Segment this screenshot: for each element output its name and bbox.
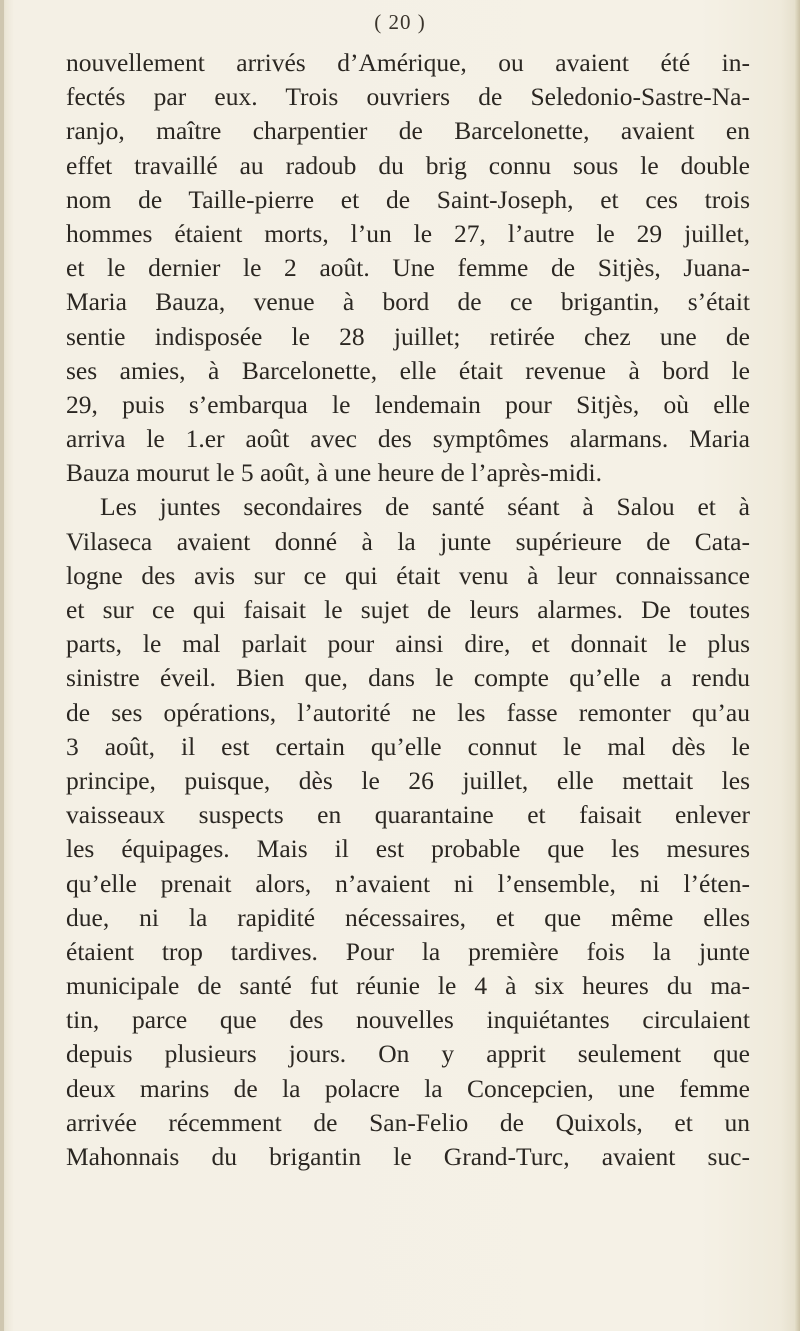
text-line: qu’elle prenait alors, n’avaient ni l’ensemble, ni l’éten- <box>66 868 750 898</box>
text-line: arriva le 1.er août avec des symptômes alarmans. Maria <box>66 424 750 454</box>
text-line: fectés par eux. Trois ouvriers de Seledonio-Sastre-Na- <box>66 82 750 112</box>
text-line: tin, parce que des nouvelles inquiétantes circulaient <box>66 1005 750 1035</box>
text-line: arrivée récemment de San-Felio de Quixols, et un <box>66 1107 750 1137</box>
text-line: sinistre éveil. Bien que, dans le compte qu’elle a rendu <box>66 663 750 693</box>
text-line: effet travaillé au radoub du brig connu sous le double <box>66 150 750 180</box>
text-line: hommes étaient morts, l’un le 27, l’autre le 29 juillet, <box>66 218 750 248</box>
text-line: Bauza mourut le 5 août, à une heure de l’après-midi. <box>66 458 603 488</box>
text-line: 29, puis s’embarqua le lendemain pour Sitjès, où elle <box>66 389 750 419</box>
text-line: depuis plusieurs jours. On y apprit seulement que <box>66 1039 750 1069</box>
text-line: 3 août, il est certain qu’elle connut le mal dès le <box>66 731 750 761</box>
text-line: parts, le mal parlait pour ainsi dire, et donnait le plus <box>66 629 750 659</box>
page-edge-right <box>795 0 800 1331</box>
text-line: nom de Taille-pierre et de Saint-Joseph, et ces trois <box>66 184 750 214</box>
text-line: sentie indisposée le 28 juillet; retirée chez une de <box>66 321 750 351</box>
text-line: les équipages. Mais il est probable que les mesures <box>66 834 750 864</box>
text-line: principe, puisque, dès le 26 juillet, elle mettait les <box>66 765 750 795</box>
text-line: ranjo, maître charpentier de Barcelonette, avaient en <box>66 116 750 146</box>
text-line: Les juntes secondaires de santé séant à Salou et à <box>100 492 750 522</box>
text-line: ses amies, à Barcelonette, elle était revenue à bord le <box>66 355 750 385</box>
text-line: due, ni la rapidité nécessaires, et que même elles <box>66 902 750 932</box>
text-line: et sur ce qui faisait le sujet de leurs alarmes. De toutes <box>66 595 750 624</box>
page-number: ( 20 ) <box>374 10 426 34</box>
body-text <box>66 46 750 1174</box>
text-line: étaient trop tardives. Pour la première fois la junte <box>66 936 750 966</box>
page-edge-left <box>0 0 4 1331</box>
text-line: et le dernier le 2 août. Une femme de Sitjès, Juana- <box>66 253 750 283</box>
text-line: deux marins de la polacre la Concepcien, une femme <box>66 1073 750 1103</box>
text-line: logne des avis sur ce qui était venu à leur connaissance <box>66 560 750 590</box>
text-line: municipale de santé fut réunie le 4 à six heures du ma- <box>66 971 750 1001</box>
text-line: vaisseaux suspects en quarantaine et faisait enlever <box>66 800 750 830</box>
text-line: nouvellement arrivés d’Amérique, ou avaient été in- <box>66 48 750 77</box>
text-line: Mahonnais du brigantin le Grand-Turc, avaient suc- <box>66 1142 750 1171</box>
text-line: Vilaseca avaient donné à la junte supérieure de Cata- <box>66 526 750 556</box>
text-line: de ses opérations, l’autorité ne les fasse remonter qu’au <box>66 697 750 727</box>
text-line: Maria Bauza, venue à bord de ce brigantin, s’était <box>66 287 750 317</box>
